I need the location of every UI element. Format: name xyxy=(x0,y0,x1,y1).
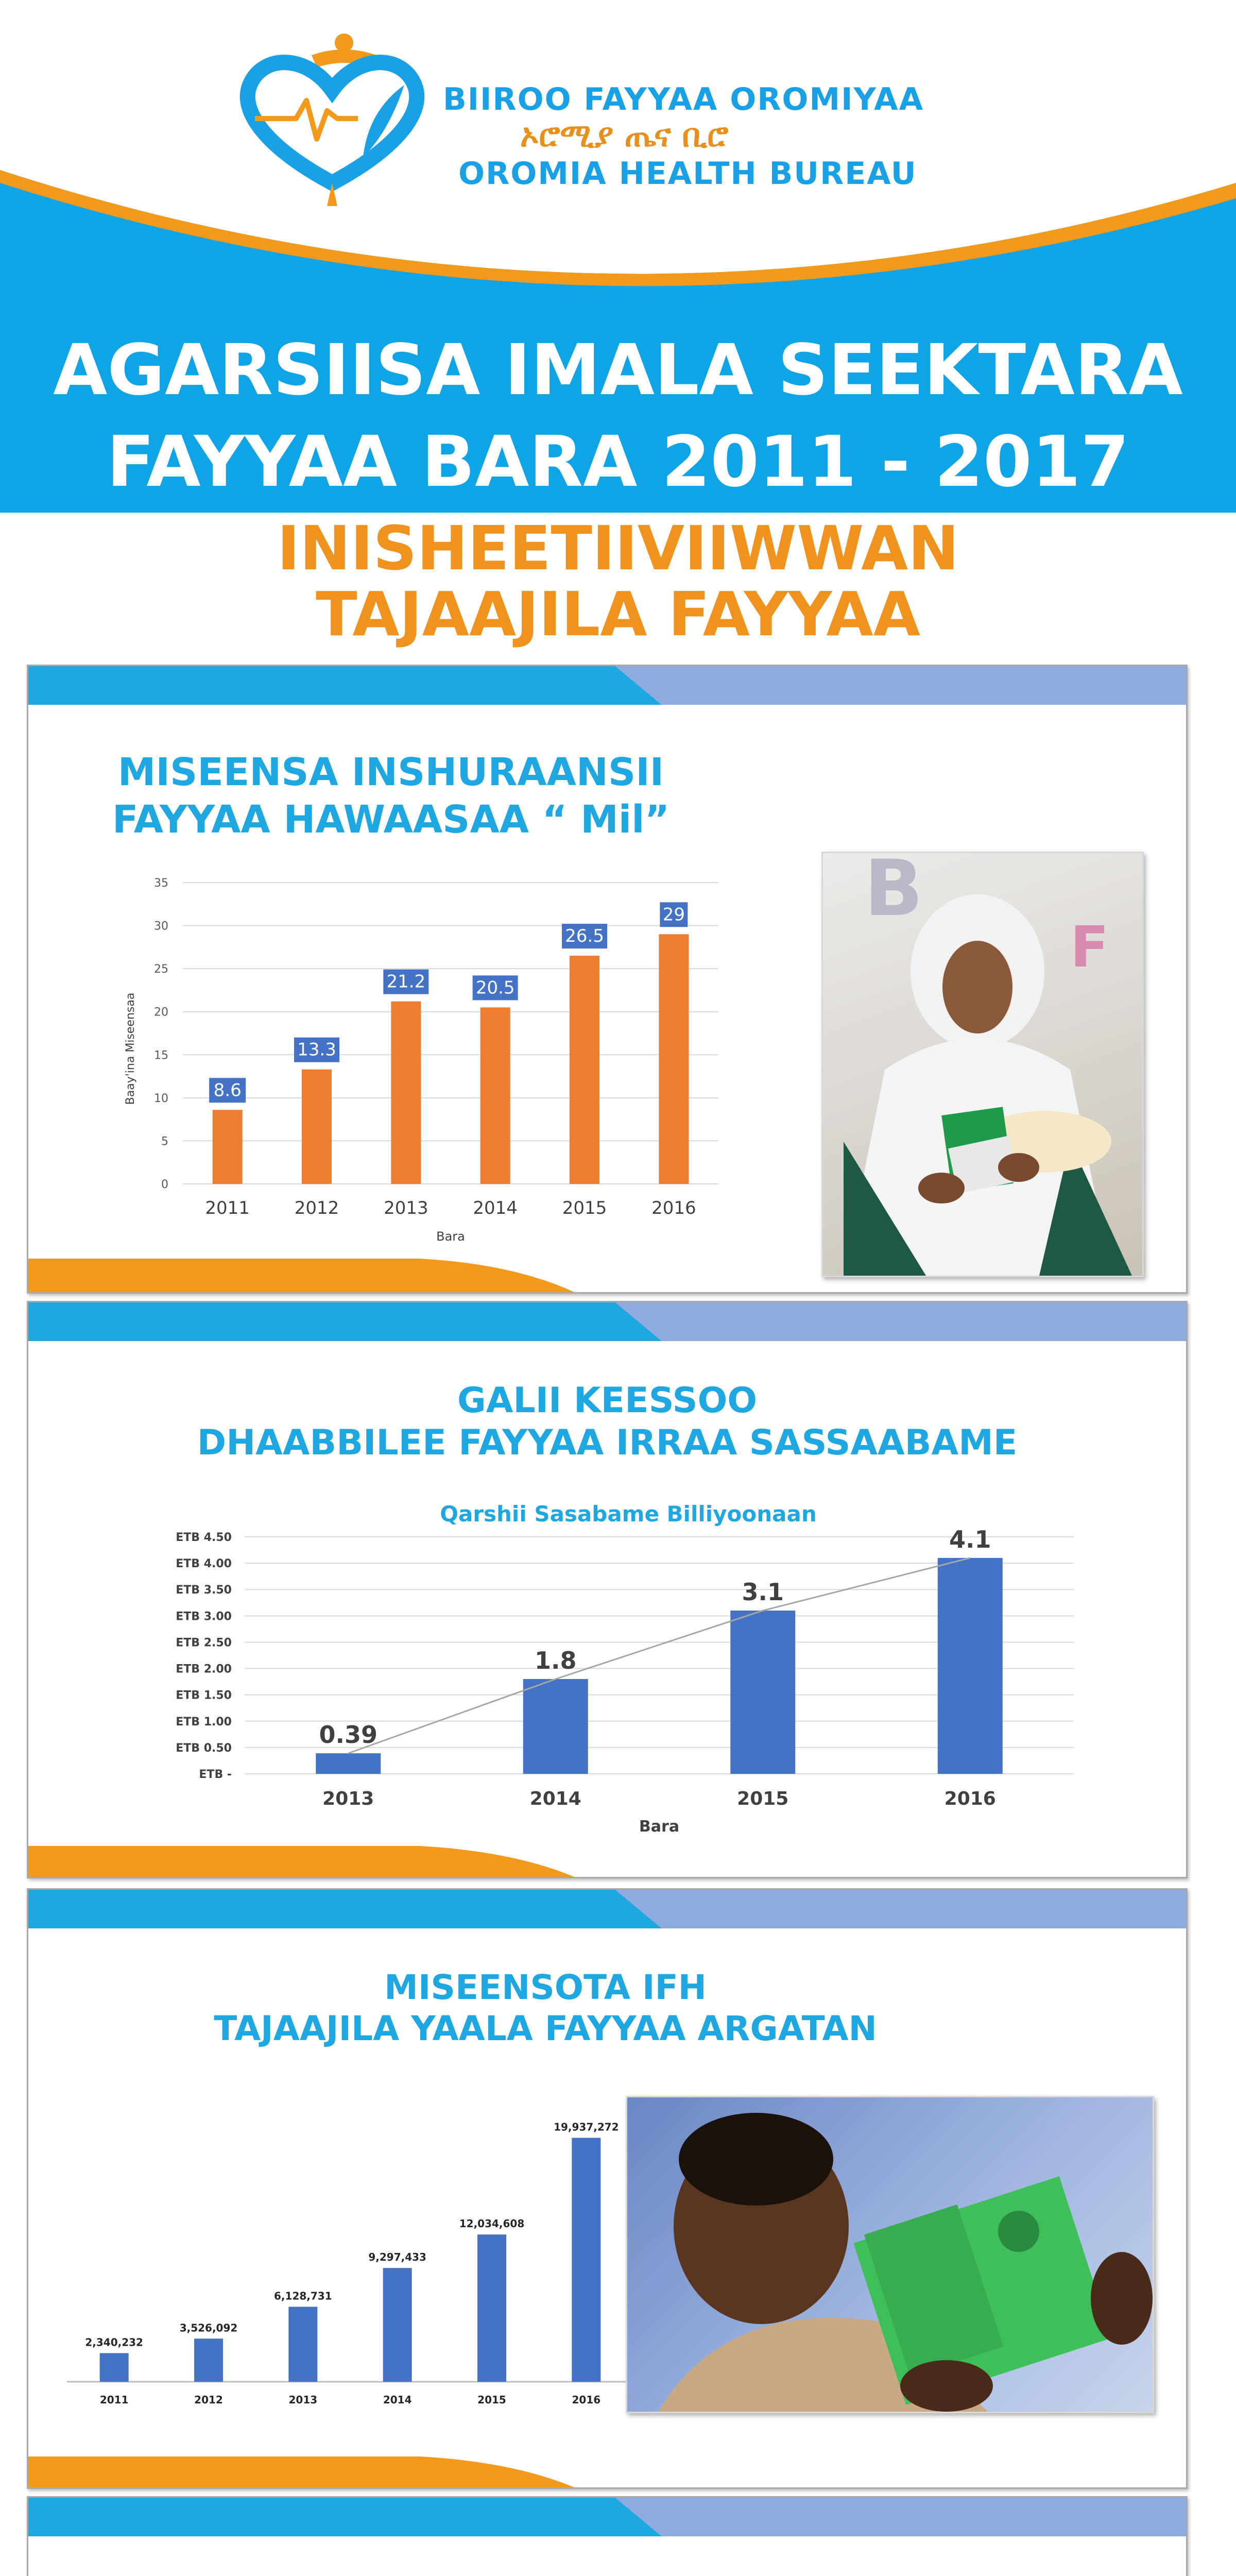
org-name-oromo: BIIROO FAYYAA OROMIYAA xyxy=(443,81,924,117)
bar xyxy=(730,1611,795,1774)
bar xyxy=(938,1558,1003,1774)
bar xyxy=(572,2138,600,2382)
bar xyxy=(316,1753,381,1774)
y-axis-label: Baay'ina Miseensaa xyxy=(124,992,137,1105)
x-tick-label: 2013 xyxy=(384,1198,428,1218)
y-tick-label: ETB 2.00 xyxy=(176,1663,232,1676)
data-label: 21.2 xyxy=(386,971,426,992)
bar xyxy=(480,1007,510,1184)
y-tick-label: ETB 4.50 xyxy=(176,1531,232,1544)
panel-title-line2: FAYYAA HAWAASAA “ Mil” xyxy=(112,798,670,842)
panel-insurance-membership xyxy=(27,665,1188,1294)
x-axis-label: Bara xyxy=(436,1229,465,1244)
panel-title-line1: MISEENSOTA IFH xyxy=(384,1968,707,2007)
y-tick-label: 5 xyxy=(161,1135,168,1148)
chart-title: Qarshii Sasabame Billiyoonaan xyxy=(440,1501,817,1527)
y-tick-label: ETB 0.50 xyxy=(176,1741,232,1755)
panel-community-pharmacies xyxy=(27,2496,1188,2576)
bar xyxy=(194,2338,223,2382)
y-tick-label: ETB 3.00 xyxy=(176,1610,232,1623)
y-tick-label: ETB - xyxy=(199,1768,232,1781)
panel-title-line1: GALII KEESSOO xyxy=(457,1380,758,1421)
header-banner xyxy=(0,0,1236,513)
panel-ifh-members xyxy=(27,1888,1188,2489)
page-title-line2: FAYYAA BARA 2011 - 2017 xyxy=(107,421,1129,503)
x-tick-label: 2011 xyxy=(205,1198,250,1218)
data-label: 29 xyxy=(662,904,685,925)
y-tick-label: ETB 3.50 xyxy=(176,1584,232,1597)
data-label: 12,034,608 xyxy=(459,2217,525,2230)
y-tick-label: 30 xyxy=(154,920,168,933)
bar xyxy=(391,1002,421,1184)
page-subtitle-line1: INISHEETIIVIIWWAN xyxy=(277,513,959,584)
data-label: 2,340,232 xyxy=(85,2336,143,2349)
svg-text:B: B xyxy=(864,853,923,934)
bar xyxy=(302,1070,332,1184)
y-tick-label: 20 xyxy=(154,1006,168,1019)
data-label: 8.6 xyxy=(213,1080,242,1101)
x-tick-label: 2016 xyxy=(651,1198,696,1218)
page-title xyxy=(0,325,1236,508)
page-title-line1: AGARSIISA IMALA SEEKTARA xyxy=(53,330,1183,411)
org-name-amharic: ኦሮሚያ ጤና ቢሮ xyxy=(520,116,729,154)
bar xyxy=(523,1679,588,1774)
x-tick-label: 2016 xyxy=(572,2394,601,2406)
bar xyxy=(383,2268,412,2382)
heart-logo-icon xyxy=(234,28,430,214)
photo-patient-with-card xyxy=(626,2096,1154,2413)
x-axis-label: Bara xyxy=(639,1818,680,1836)
x-tick-label: 2015 xyxy=(562,1198,607,1218)
y-tick-label: ETB 1.00 xyxy=(176,1715,232,1728)
bar xyxy=(570,956,599,1184)
trendline xyxy=(348,1558,970,1753)
chart-community-pharmacies xyxy=(28,2498,775,2576)
photo-patient-illustration xyxy=(627,2097,1153,2412)
data-label: 26.5 xyxy=(565,926,604,947)
x-tick-label: 2015 xyxy=(477,2394,506,2406)
page-subtitle xyxy=(0,513,1236,650)
x-tick-label: 2012 xyxy=(194,2394,223,2406)
bar xyxy=(100,2353,129,2382)
y-tick-label: ETB 2.50 xyxy=(176,1636,232,1650)
bar xyxy=(288,2307,317,2382)
y-tick-label: ETB 1.50 xyxy=(176,1689,232,1702)
x-tick-label: 2016 xyxy=(944,1788,996,1809)
chart-ifh-members xyxy=(28,1890,646,2487)
panel-title-line2: DHAABBILEE FAYYAA IRRAA SASSAABAME xyxy=(197,1422,1018,1463)
y-tick-label: 35 xyxy=(154,877,168,890)
chart-revenue-collected xyxy=(28,1302,1186,1877)
bar xyxy=(477,2234,506,2382)
x-tick-label: 2014 xyxy=(529,1788,581,1809)
data-label: 3,526,092 xyxy=(179,2321,238,2334)
svg-text:F: F xyxy=(1070,914,1109,980)
y-tick-label: 15 xyxy=(154,1049,168,1062)
data-label: 13.3 xyxy=(297,1039,336,1060)
data-label: 6,128,731 xyxy=(274,2290,332,2302)
panel-title-line2: TAJAAJILA YAALA FAYYAA ARGATAN xyxy=(214,2009,877,2048)
data-label: 20.5 xyxy=(475,977,515,998)
x-tick-label: 2014 xyxy=(473,1198,518,1218)
x-tick-label: 2013 xyxy=(322,1788,374,1809)
bar xyxy=(659,934,689,1184)
bar xyxy=(213,1110,243,1184)
photo-mother-with-card xyxy=(821,852,1144,1277)
x-tick-label: 2014 xyxy=(383,2394,412,2406)
y-tick-label: 0 xyxy=(161,1178,168,1191)
x-tick-label: 2011 xyxy=(99,2394,129,2406)
panel-title-line1: MISEENSA INSHURAANSII xyxy=(117,750,664,794)
x-tick-label: 2015 xyxy=(737,1788,789,1809)
data-label: 1.8 xyxy=(535,1647,577,1674)
data-label: 19,937,272 xyxy=(554,2121,619,2133)
data-label: 0.39 xyxy=(319,1721,377,1749)
page-subtitle-line2: TAJAAJILA FAYYAA xyxy=(316,579,920,650)
y-tick-label: 25 xyxy=(154,963,168,976)
chart-insurance-members xyxy=(28,666,801,1292)
panel-internal-revenue xyxy=(27,1301,1188,1878)
data-label: 3.1 xyxy=(742,1578,784,1606)
data-label: 9,297,433 xyxy=(368,2251,426,2264)
org-name-english: OROMIA HEALTH BUREAU xyxy=(458,156,917,192)
y-tick-label: 10 xyxy=(154,1092,168,1105)
y-tick-label: ETB 4.00 xyxy=(176,1557,232,1571)
x-tick-label: 2013 xyxy=(288,2394,318,2406)
data-label: 4.1 xyxy=(949,1525,991,1553)
photo-mother-illustration xyxy=(823,853,1142,1276)
x-tick-label: 2012 xyxy=(294,1198,339,1218)
